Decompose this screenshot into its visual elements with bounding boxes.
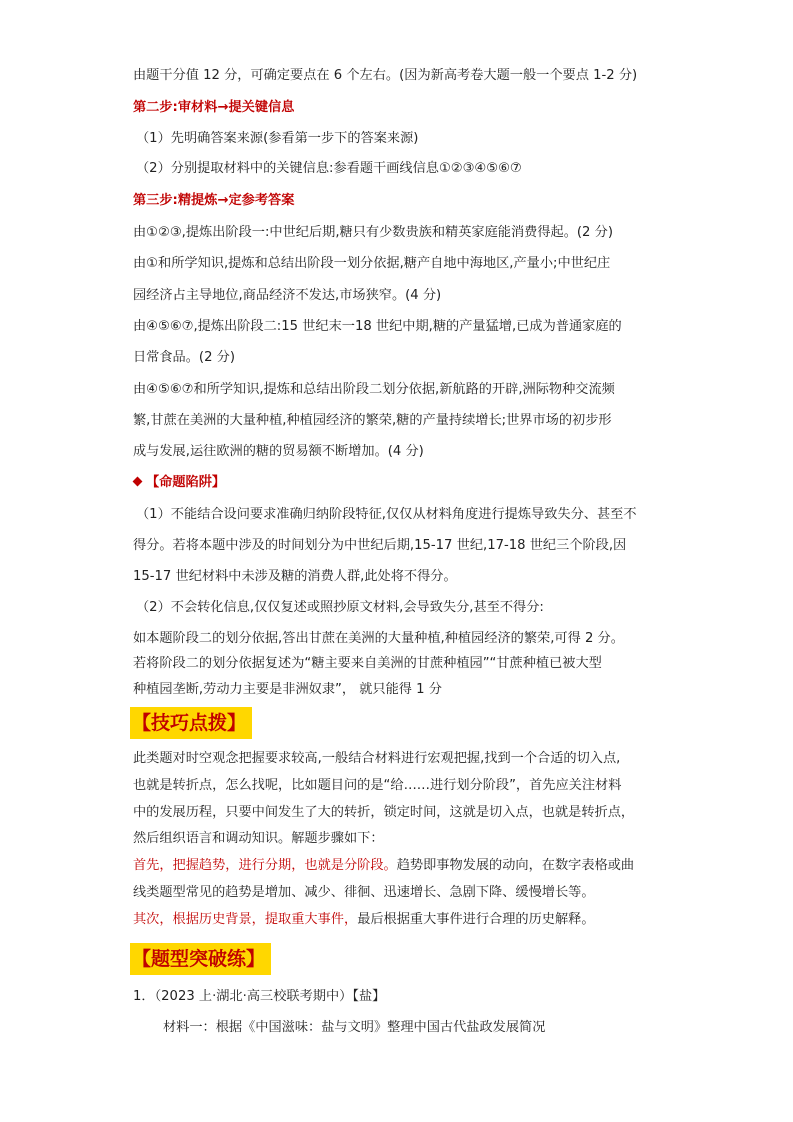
step2-item-1: （1）先明确答案来源(参看第一步下的答案来源) [136, 131, 419, 146]
trap-heading [131, 474, 225, 492]
diamond-icon [133, 477, 143, 487]
tips-first-line2: 线类题型常见的趋势是增加、减少、徘徊、迅速增长、急剧下降、缓慢增长等。 [133, 885, 595, 900]
tips-line4: 然后组织语言和调动知识。解题步骤如下： [133, 831, 384, 846]
tips-line2: 也就是转折点，怎么找呢，比如题目问的是“给……进行划分阶段”，首先应关注材料 [133, 778, 622, 793]
step3-heading: 第三步:精提炼→定参考答案 [133, 193, 295, 208]
practice-banner: 【题型突破练】 [130, 943, 271, 975]
trap-title: 【命题陷阱】 [146, 475, 226, 490]
trap2-line3: 若将阶段二的划分依据复述为“糖主要来自美洲的甘蔗种植园”“甘蔗种植已被大型 [133, 656, 602, 671]
tips-line3: 中的发展历程，只要中间发生了大的转折，锁定时间，这就是切入点，也就是转折点， [133, 805, 635, 820]
tips-first-text: 趋势即事物发展的动向，在数字表格或曲 [396, 858, 635, 873]
trap2-line4: 种植园垄断,劳动力主要是非洲奴隶”， 就只能得 1 分 [133, 682, 442, 697]
answer-basis2-line1: 由④⑤⑥⑦和所学知识,提炼和总结出阶段二划分依据,新航路的开辟,洲际物种交流频 [133, 382, 615, 397]
answer-basis2-line3: 成与发展,运往欧洲的糖的贸易额不断增加。(4 分) [133, 444, 424, 459]
step2-heading: 第二步:审材料→提关键信息 [133, 100, 295, 115]
trap1-line1: （1）不能结合设问要求准确归纳阶段特征,仅仅从材料角度进行提炼导致失分、甚至不 [136, 507, 637, 522]
tips-first-highlight: 首先，把握趋势，进行分期，也就是分阶段。 [133, 858, 397, 873]
tips-banner: 【技巧点拨】 [130, 707, 252, 739]
answer-basis1-line2: 园经济占主导地位,商品经济不发达,市场狭窄。(4 分) [133, 288, 442, 303]
trap2-line1: （2）不会转化信息,仅仅复述或照抄原文材料,会导致失分,甚至不得分: [136, 600, 544, 615]
tips-second-highlight: 其次，根据历史背景，提取重大事件， [133, 912, 358, 927]
question-1: 1．（2023 上·湖北·高三校联考期中）【盐】 [133, 989, 386, 1004]
trap2-line2: 如本题阶段二的划分依据,答出甘蔗在美洲的大量种植,种植园经济的繁荣,可得 2 分。 [133, 631, 624, 646]
material-1: 材料一：根据《中国滋味：盐与文明》整理中国古代盐政发展简况 [163, 1020, 546, 1035]
trap1-line3: 15-17 世纪材料中未涉及糖的消费人群,此处将不得分。 [133, 569, 457, 584]
tips-line1: 此类题对时空观念把握要求较高,一般结合材料进行宏观把握,找到一个合适的切入点, [133, 751, 621, 766]
trap1-line2: 得分。若将本题中涉及的时间划分为中世纪后期,15-17 世纪,17-18 世纪三个阶段,因 [133, 538, 627, 553]
score-note: 由题干分值 12 分，可确定要点在 6 个左右。(因为新高考卷大题一般一个要点 1-2 分) [133, 68, 638, 83]
tips-second-text: 最后根据重大事件进行合理的历史解释。 [357, 912, 595, 927]
answer-basis1-line1: 由①和所学知识,提炼和总结出阶段一划分依据,糖产自地中海地区,产量小;中世纪庄 [133, 256, 611, 271]
answer-basis2-line2: 繁,甘蔗在美洲的大量种植,种植园经济的繁荣,糖的产量持续增长;世界市场的初步形 [133, 413, 612, 428]
tips-second-line [133, 911, 595, 929]
answer-stage2-line2: 日常食品。(2 分) [133, 350, 235, 365]
answer-stage2-line1: 由④⑤⑥⑦,提炼出阶段二:15 世纪末一18 世纪中期,糖的产量猛增,已成为普通家庭的 [133, 319, 622, 334]
step2-item-2: （2）分别提取材料中的关键信息:参看题干画线信息①②③④⑤⑥⑦ [136, 161, 522, 176]
tips-first-line1 [133, 857, 634, 875]
answer-stage1: 由①②③,提炼出阶段一:中世纪后期,糖只有少数贵族和精英家庭能消费得起。(2 分) [133, 225, 613, 240]
